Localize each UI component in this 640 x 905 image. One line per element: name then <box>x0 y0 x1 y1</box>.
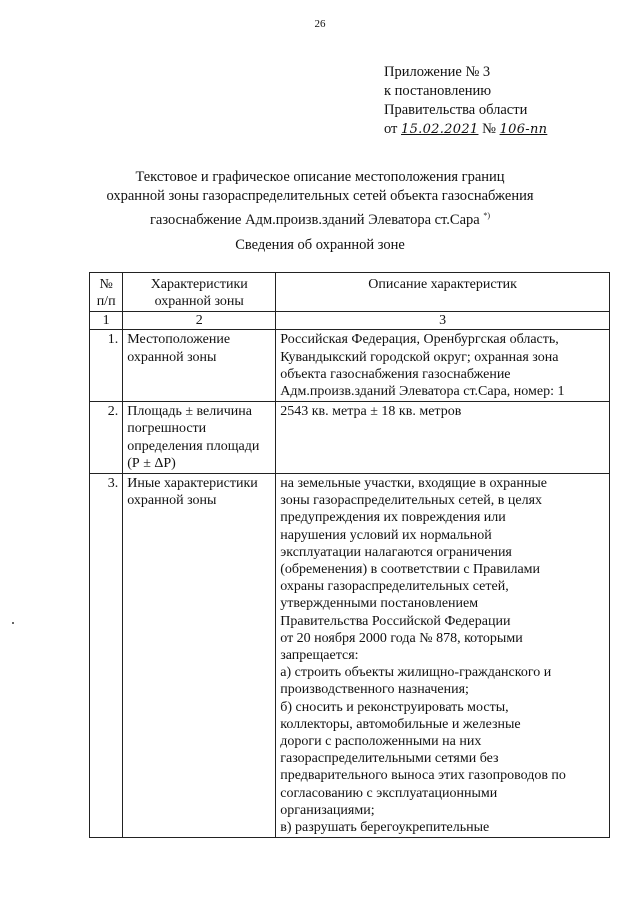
description-line: в) разрушать берегоукрепительные <box>280 820 490 836</box>
title-line-1: Текстовое и графическое описание местоположения границ <box>135 169 505 185</box>
column-numbers-row <box>90 312 610 330</box>
description-line: Российская Федерация, Оренбургская область, <box>280 332 559 348</box>
description-line: от 20 ноября 2000 года № 878, которыми <box>280 630 523 646</box>
zone-info-table <box>89 272 610 838</box>
row-description <box>276 402 610 474</box>
description-line: а) строить объекты жилищно-гражданского и <box>280 665 552 681</box>
row-number: 1. <box>90 330 123 402</box>
table-row <box>90 330 610 402</box>
description-line: газораспределительными сетями без <box>280 751 499 767</box>
row-number: 3. <box>90 474 123 838</box>
row-characteristic: Площадь ± величина погрешности определения площади (Р ± ΔР) <box>123 402 276 474</box>
table-header-row <box>90 273 610 312</box>
page-number: 26 <box>314 18 326 30</box>
description-line: согласованию с эксплуатационными <box>280 785 498 801</box>
table-row <box>90 402 610 474</box>
description-line: производственного назначения; <box>280 682 469 698</box>
number-prefix: № <box>482 121 496 137</box>
title-line-3 <box>0 206 640 230</box>
header-description: Описание характеристик <box>276 273 610 312</box>
appendix-line-2: к постановлению <box>384 83 492 99</box>
description-line: Правительства Российской Федерации <box>280 613 511 629</box>
handwritten-date: 15.02.2021 <box>401 122 479 137</box>
table-row <box>90 474 610 838</box>
description-line: предупреждения их повреждения или <box>280 510 506 526</box>
row-description <box>276 330 610 402</box>
description-line: (обременения) в соответствии с Правилами <box>280 562 541 578</box>
handwritten-number: 106-пп <box>499 122 548 137</box>
column-number-2: 2 <box>123 312 276 330</box>
footnote-mark: *) <box>483 211 491 220</box>
appendix-line-1: Приложение № 3 <box>384 64 491 80</box>
margin-mark <box>12 622 14 624</box>
description-line: дороги с расположенными на них <box>280 734 482 750</box>
description-line: эксплуатации налагаются ограничения <box>280 544 512 560</box>
description-line: на земельные участки, входящие в охранные <box>280 476 547 492</box>
document-title <box>0 168 640 230</box>
title-line-2: охранной зоны газораспределительных сетей объекта газоснабжения <box>106 188 534 204</box>
appendix-line-3: Правительства области <box>384 102 528 118</box>
description-line: Кувандыкский городской округ; охранная зона <box>280 349 559 365</box>
header-number: № п/п <box>90 273 123 312</box>
date-prefix: от <box>384 121 398 137</box>
description-line: охраны газораспределительных сетей, <box>280 579 509 595</box>
appendix-block <box>384 63 547 139</box>
section-subtitle: Сведения об охранной зоне <box>235 237 405 253</box>
description-line: запрещается: <box>280 648 359 664</box>
description-line: организациями; <box>280 802 375 818</box>
column-number-3: 3 <box>276 312 610 330</box>
header-characteristic: Характеристики охранной зоны <box>123 273 276 312</box>
row-characteristic: Местоположение охранной зоны <box>123 330 276 402</box>
description-line: коллекторы, автомобильные и железные <box>280 716 521 732</box>
column-number-1: 1 <box>90 312 123 330</box>
description-line: Адм.произв.зданий Элеватора ст.Сара, номер: 1 <box>280 384 565 400</box>
row-characteristic: Иные характеристики охранной зоны <box>123 474 276 838</box>
row-number: 2. <box>90 402 123 474</box>
description-line: б) сносить и реконструировать мосты, <box>280 699 509 715</box>
description-line: зоны газораспределительных сетей, в целях <box>280 493 543 509</box>
title-line-3-text: газоснабжение Адм.произв.зданий Элеватора ст.Сара <box>149 211 480 228</box>
appendix-date-line <box>384 120 547 139</box>
description-line: утвержденными постановлением <box>280 596 479 612</box>
description-line: предварительного выноса этих газопроводов по <box>280 768 566 784</box>
description-line: 2543 кв. метра ± 18 кв. метров <box>280 404 462 420</box>
row-description <box>276 474 610 838</box>
description-line: объекта газоснабжения газоснабжение <box>280 366 511 382</box>
description-line: нарушения условий их нормальной <box>280 527 492 543</box>
